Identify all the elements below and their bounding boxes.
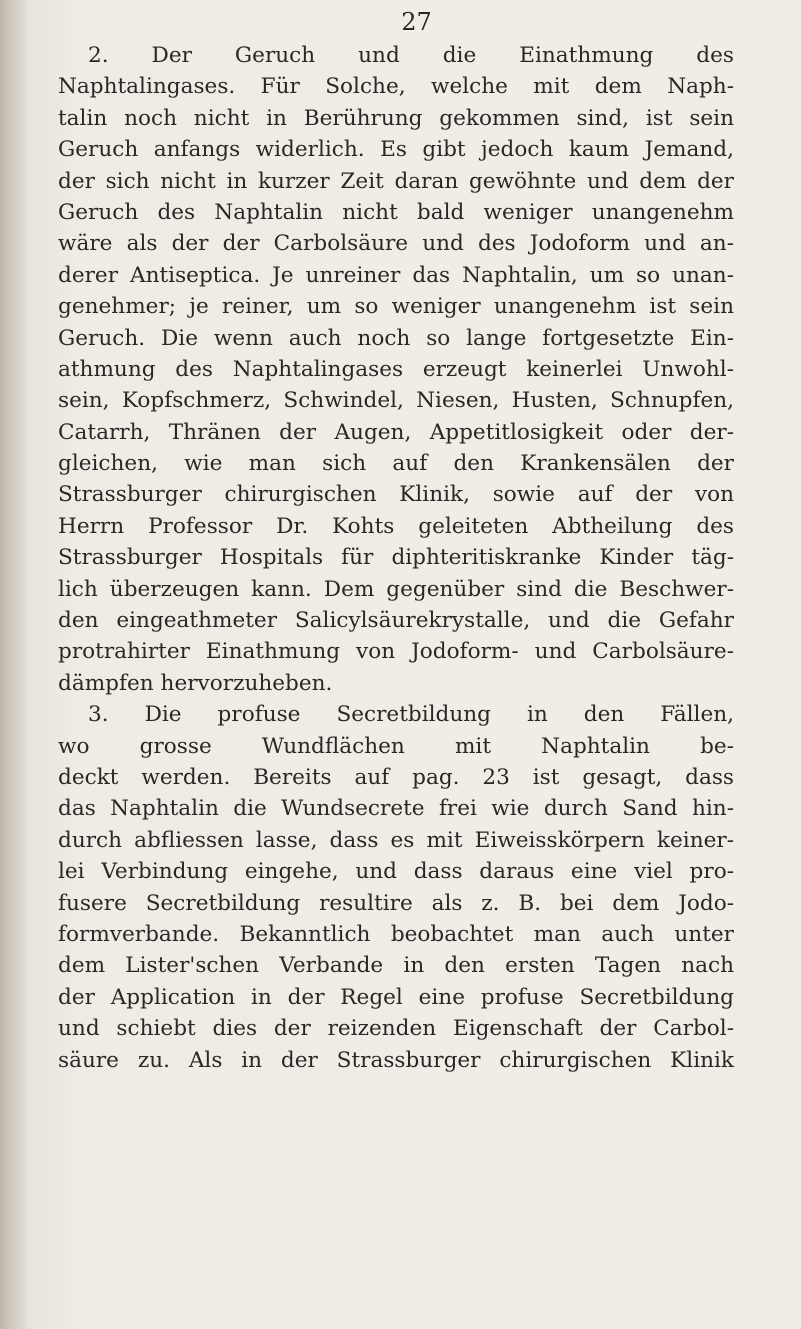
text-line: Naphtalingases. Für Solche, welche mit dem Naph- xyxy=(58,74,734,100)
text-line: 3. Die profuse Secretbildung in den Fällen, xyxy=(88,702,734,728)
text-line: fusere Secretbildung resultire als z. B. bei dem Jodo- xyxy=(58,890,734,916)
text-line: lei Verbindung eingehe, und dass daraus eine viel pro- xyxy=(58,859,734,885)
text-line: der Application in der Regel eine profuse Secretbildung xyxy=(58,984,734,1010)
text-line: Geruch anfangs widerlich. Es gibt jedoch kaum Jemand, xyxy=(58,137,734,163)
text-line: athmung des Naphtalingases erzeugt keinerlei Unwohl- xyxy=(58,356,734,382)
text-line: deckt werden. Bereits auf pag. 23 ist gesagt, dass xyxy=(58,764,734,790)
binding-shadow xyxy=(0,0,28,1329)
text-line: gleichen, wie man sich auf den Krankensälen der xyxy=(58,451,734,477)
text-line: formverbande. Bekanntlich beobachtet man auch unter xyxy=(58,921,734,947)
text-line: genehmer; je reiner, um so weniger unangenehm ist sein xyxy=(58,294,734,320)
text-line: und schiebt dies der reizenden Eigenschaft der Carbol- xyxy=(58,1016,734,1042)
text-line: dem Lister'schen Verbande in den ersten Tagen nach xyxy=(58,953,734,979)
text-line: das Naphtalin die Wundsecrete frei wie durch Sand hin- xyxy=(58,796,734,822)
body-text xyxy=(58,40,734,1076)
text-line: Catarrh, Thränen der Augen, Appetitlosigkeit oder der- xyxy=(58,419,734,445)
text-line: wäre als der der Carbolsäure und des Jodoform und an- xyxy=(58,231,734,257)
text-line: der sich nicht in kurzer Zeit daran gewöhnte und dem der xyxy=(58,168,734,194)
text-line: wo grosse Wundflächen mit Naphtalin be- xyxy=(58,733,734,759)
text-line: säure zu. Als in der Strassburger chirurgischen Klinik xyxy=(58,1047,734,1073)
text-line: lich überzeugen kann. Dem gegenüber sind die Beschwer- xyxy=(58,576,734,602)
page-number: 27 xyxy=(401,8,432,36)
text-line: sein, Kopfschmerz, Schwindel, Niesen, Husten, Schnupfen, xyxy=(58,388,734,414)
text-line: dämpfen hervorzuheben. xyxy=(58,670,333,696)
text-line: Herrn Professor Dr. Kohts geleiteten Abtheilung des xyxy=(58,513,734,539)
text-line: Strassburger chirurgischen Klinik, sowie auf der von xyxy=(58,482,734,508)
text-line: talin noch nicht in Berührung gekommen sind, ist sein xyxy=(58,105,734,131)
text-line: den eingeathmeter Salicylsäurekrystalle, und die Gefahr xyxy=(58,608,734,634)
text-line: Geruch des Naphtalin nicht bald weniger unangenehm xyxy=(58,199,734,225)
text-line: derer Antiseptica. Je unreiner das Naphtalin, um so unan- xyxy=(58,262,734,288)
text-line: Strassburger Hospitals für diphteritiskranke Kinder täg- xyxy=(58,545,734,571)
text-line: Geruch. Die wenn auch noch so lange fortgesetzte Ein- xyxy=(58,325,734,351)
text-line: durch abfliessen lasse, dass es mit Eiweisskörpern keiner- xyxy=(58,827,734,853)
text-line: protrahirter Einathmung von Jodoform- und Carbolsäure- xyxy=(58,639,734,665)
text-line: 2. Der Geruch und die Einathmung des xyxy=(88,43,734,68)
